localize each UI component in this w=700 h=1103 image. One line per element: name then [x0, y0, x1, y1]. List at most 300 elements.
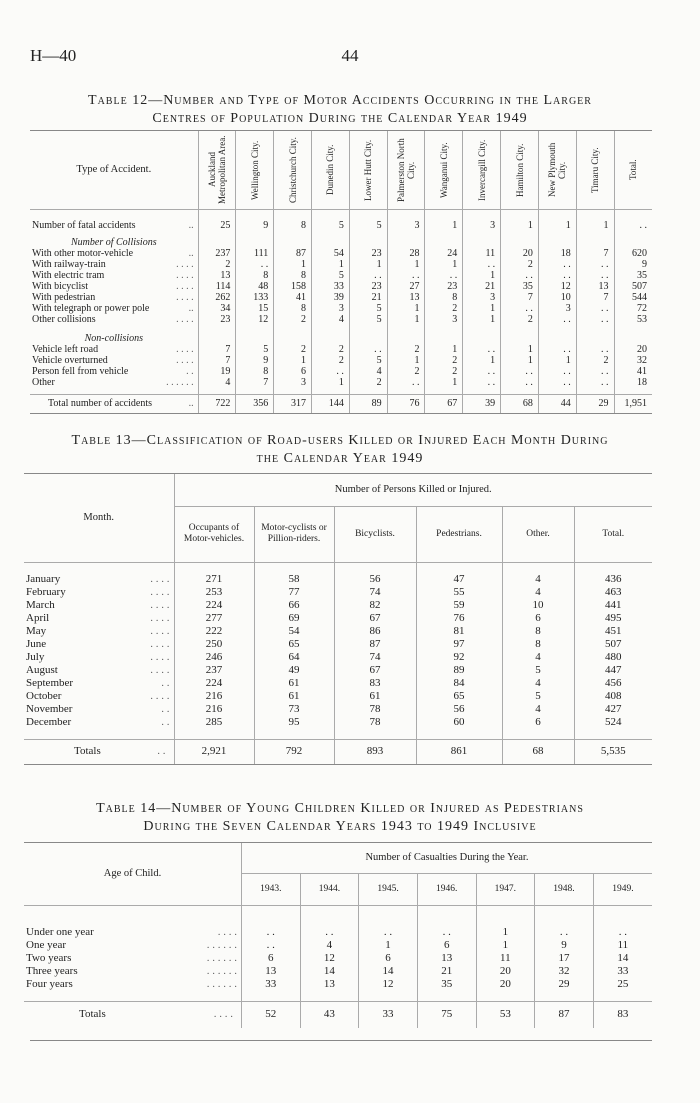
- leader-dots: . .: [161, 676, 170, 689]
- value-cell: 3: [463, 292, 501, 303]
- row-label: June: [26, 637, 47, 650]
- value-cell: . .: [501, 366, 539, 377]
- table13-month-row: [24, 638, 652, 651]
- page-number: 44: [341, 46, 359, 65]
- value-cell: 92: [416, 651, 502, 664]
- leader-dots: . . . .: [150, 598, 170, 611]
- leader-dots: . . . .: [176, 291, 194, 303]
- row-label: Number of fatal accidents: [32, 219, 136, 231]
- value-cell: 78: [334, 703, 416, 716]
- value-cell: 25: [198, 209, 236, 231]
- value-cell: 8: [274, 270, 312, 281]
- value-cell: 111: [236, 248, 274, 259]
- value-cell: 1: [425, 344, 463, 355]
- value-cell: 8: [502, 625, 574, 638]
- table14-body: [24, 905, 652, 1028]
- value-cell: . .: [538, 344, 576, 355]
- value-cell: . .: [576, 366, 614, 377]
- leader-dots: . . . .: [150, 572, 170, 585]
- spacer-cell: [174, 562, 254, 573]
- row-label-cell: [30, 209, 198, 231]
- value-cell: 33: [359, 1001, 418, 1028]
- spacer-cell: [312, 325, 350, 333]
- value-cell: . .: [349, 344, 387, 355]
- leader-dots: . . . . . .: [206, 964, 237, 977]
- section-heading: Number of Collisions: [71, 236, 157, 248]
- row-label: With other motor-vehicle: [32, 247, 134, 259]
- table12: [30, 131, 652, 414]
- value-cell: 76: [387, 394, 425, 413]
- value-cell: 5: [502, 664, 574, 677]
- value-cell: 12: [359, 978, 418, 991]
- leader-dots: ..: [188, 247, 194, 259]
- table12-collision-row: [30, 314, 652, 325]
- spacer-row: [24, 729, 652, 740]
- value-cell: 12: [300, 952, 359, 965]
- value-cell: 1: [463, 314, 501, 325]
- table12-collision-row: [30, 248, 652, 259]
- value-cell: 5: [349, 303, 387, 314]
- row-label: One year: [26, 938, 67, 951]
- value-cell: 463: [574, 586, 652, 599]
- table12-collision-row: [30, 292, 652, 303]
- value-cell: 41: [614, 366, 652, 377]
- spacer-cell: [502, 562, 574, 573]
- spacer-cell: [24, 905, 241, 926]
- value-cell: 13: [198, 270, 236, 281]
- value-cell: 23: [349, 281, 387, 292]
- value-cell: 55: [416, 586, 502, 599]
- table12-col-header: Wanganui City.: [438, 141, 449, 198]
- table12-fatal-row: [30, 209, 652, 231]
- table14-col-header: 1947.: [476, 873, 535, 905]
- empty-cell: [501, 237, 539, 248]
- empty-cell: [198, 333, 236, 344]
- leader-dots: . . . .: [150, 689, 170, 702]
- value-cell: 5: [312, 270, 350, 281]
- value-cell: 9: [535, 939, 594, 952]
- row-label: Total number of accidents: [48, 398, 152, 409]
- table12-col-header: New Plymouth City.: [547, 142, 568, 197]
- spacer-cell: [334, 729, 416, 740]
- value-cell: 20: [501, 248, 539, 259]
- value-cell: 77: [254, 586, 334, 599]
- row-label: Three years: [26, 964, 78, 977]
- value-cell: 86: [334, 625, 416, 638]
- value-cell: 237: [174, 664, 254, 677]
- table14-age-row: [24, 965, 652, 978]
- row-label: Totals: [74, 745, 101, 757]
- value-cell: 7: [198, 344, 236, 355]
- row-label: Vehicle left road: [32, 343, 99, 355]
- value-cell: 1: [387, 355, 425, 366]
- value-cell: . .: [236, 259, 274, 270]
- table12-col-header: Christchurch City.: [287, 136, 298, 203]
- table14-bottom-rule: [30, 1040, 652, 1041]
- empty-cell: [425, 237, 463, 248]
- value-cell: 32: [614, 355, 652, 366]
- spacer-cell: [30, 325, 198, 333]
- row-label: August: [26, 663, 58, 676]
- value-cell: 47: [416, 573, 502, 586]
- value-cell: . .: [359, 926, 418, 939]
- empty-cell: [576, 237, 614, 248]
- leader-dots: . .: [161, 702, 170, 715]
- value-cell: . .: [425, 270, 463, 281]
- row-label: With pedestrian: [32, 291, 96, 303]
- value-cell: 1: [476, 926, 535, 939]
- table12-body: [30, 209, 652, 413]
- spacer-cell: [387, 325, 425, 333]
- value-cell: 2: [425, 355, 463, 366]
- table12-col-header: Timaru City.: [590, 146, 601, 193]
- row-label-cell: [24, 612, 174, 625]
- value-cell: . .: [463, 259, 501, 270]
- value-cell: 114: [198, 281, 236, 292]
- value-cell: 224: [174, 677, 254, 690]
- table13: [24, 474, 652, 765]
- table12-collision-row: [30, 259, 652, 270]
- value-cell: 9: [236, 355, 274, 366]
- spacer-cell: [538, 325, 576, 333]
- table13-title-line2: the Calendar Year 1949: [256, 451, 424, 466]
- table13-month-row: [24, 625, 652, 638]
- leader-dots: . . . .: [150, 624, 170, 637]
- value-cell: 271: [174, 573, 254, 586]
- value-cell: 2: [274, 344, 312, 355]
- value-cell: 67: [334, 612, 416, 625]
- row-label-cell: [24, 978, 241, 991]
- value-cell: 262: [198, 292, 236, 303]
- value-cell: 222: [174, 625, 254, 638]
- table12-col-header: Auckland Metropolitan Area.: [207, 135, 228, 204]
- value-cell: 722: [198, 394, 236, 413]
- row-label-cell: [30, 303, 198, 314]
- value-cell: 2: [198, 259, 236, 270]
- value-cell: 33: [312, 281, 350, 292]
- value-cell: 68: [502, 739, 574, 764]
- value-cell: 2: [312, 344, 350, 355]
- leader-dots: . . . .: [150, 663, 170, 676]
- row-label: Two years: [26, 951, 72, 964]
- value-cell: . .: [576, 270, 614, 281]
- table13-month-row: [24, 612, 652, 625]
- table14-col-header: 1944.: [300, 873, 359, 905]
- value-cell: 1: [425, 209, 463, 231]
- table12-col-header: Total.: [628, 159, 639, 181]
- table13-col-header: Bicyclists.: [334, 506, 416, 562]
- value-cell: 3: [538, 303, 576, 314]
- spacer-cell: [574, 729, 652, 740]
- table14-col-header: 1945.: [359, 873, 418, 905]
- spacer-cell: [274, 325, 312, 333]
- leader-dots: ..: [188, 302, 194, 314]
- value-cell: 1: [538, 209, 576, 231]
- value-cell: 23: [349, 248, 387, 259]
- row-label-cell: [30, 314, 198, 325]
- value-cell: 7: [576, 292, 614, 303]
- leader-dots: . . . .: [213, 1008, 233, 1020]
- leader-dots: . . . . . .: [166, 376, 194, 388]
- value-cell: 6: [502, 612, 574, 625]
- spacer-row: [24, 562, 652, 573]
- value-cell: . .: [576, 314, 614, 325]
- value-cell: 27: [387, 281, 425, 292]
- value-cell: 216: [174, 690, 254, 703]
- table12-col-header: Lower Hutt City.: [363, 139, 374, 201]
- row-label: With bicyclist: [32, 280, 88, 292]
- value-cell: 4: [502, 703, 574, 716]
- value-cell: 6: [241, 952, 300, 965]
- value-cell: 11: [476, 952, 535, 965]
- value-cell: 2: [501, 314, 539, 325]
- spacer-cell: [417, 991, 476, 1002]
- value-cell: . .: [538, 377, 576, 388]
- row-label: Four years: [26, 977, 73, 990]
- empty-cell: [538, 333, 576, 344]
- table13-body: [24, 562, 652, 764]
- value-cell: 69: [254, 612, 334, 625]
- table13-totals-row: [24, 739, 652, 764]
- value-cell: . .: [576, 377, 614, 388]
- value-cell: 3: [274, 377, 312, 388]
- leader-dots: . . . .: [176, 269, 194, 281]
- value-cell: 5: [349, 355, 387, 366]
- value-cell: . .: [501, 303, 539, 314]
- value-cell: 48: [236, 281, 274, 292]
- table14-age-row: [24, 978, 652, 991]
- value-cell: 5: [502, 690, 574, 703]
- value-cell: . .: [241, 939, 300, 952]
- empty-cell: [274, 237, 312, 248]
- value-cell: . .: [538, 314, 576, 325]
- value-cell: 87: [274, 248, 312, 259]
- table13-month-row: [24, 586, 652, 599]
- value-cell: 2: [576, 355, 614, 366]
- value-cell: 67: [334, 664, 416, 677]
- value-cell: 507: [574, 638, 652, 651]
- empty-cell: [614, 237, 652, 248]
- value-cell: 5: [349, 314, 387, 325]
- value-cell: . .: [576, 259, 614, 270]
- value-cell: 83: [334, 677, 416, 690]
- value-cell: . .: [535, 926, 594, 939]
- spacer-cell: [24, 562, 174, 573]
- value-cell: 15: [236, 303, 274, 314]
- value-cell: 35: [501, 281, 539, 292]
- leader-dots: . .: [186, 365, 194, 377]
- value-cell: . .: [501, 377, 539, 388]
- leader-dots: . . . .: [150, 637, 170, 650]
- value-cell: 66: [254, 599, 334, 612]
- value-cell: 1: [312, 377, 350, 388]
- value-cell: 39: [463, 394, 501, 413]
- value-cell: 24: [425, 248, 463, 259]
- value-cell: 65: [416, 690, 502, 703]
- table12-first-col-header: Type of Accident.: [76, 164, 152, 176]
- row-label-cell: [24, 638, 174, 651]
- value-cell: 144: [312, 394, 350, 413]
- row-label-cell: [24, 599, 174, 612]
- row-label-cell: [30, 344, 198, 355]
- table14-col-header: 1943.: [241, 873, 300, 905]
- value-cell: 4: [198, 377, 236, 388]
- row-label: Vehicle overturned: [32, 354, 108, 366]
- row-label-cell: [24, 677, 174, 690]
- value-cell: 13: [417, 952, 476, 965]
- value-cell: 3: [387, 209, 425, 231]
- table13-month-row: [24, 690, 652, 703]
- table14-first-col-header: Age of Child.: [103, 868, 162, 880]
- spacer-cell: [254, 729, 334, 740]
- value-cell: 54: [312, 248, 350, 259]
- table13-col-header: Other.: [502, 506, 574, 562]
- empty-cell: [387, 237, 425, 248]
- spacer-cell: [614, 325, 652, 333]
- table14-age-row: [24, 952, 652, 965]
- value-cell: 11: [463, 248, 501, 259]
- value-cell: 20: [476, 965, 535, 978]
- value-cell: 54: [254, 625, 334, 638]
- value-cell: 23: [425, 281, 463, 292]
- table14: [24, 843, 652, 1028]
- value-cell: 81: [416, 625, 502, 638]
- value-cell: 18: [538, 248, 576, 259]
- leader-dots: . . . .: [176, 313, 194, 325]
- value-cell: 237: [198, 248, 236, 259]
- spacer-cell: [174, 729, 254, 740]
- row-label-cell: [24, 952, 241, 965]
- table14-age-row: [24, 939, 652, 952]
- value-cell: 1: [312, 259, 350, 270]
- table13-col-header: Total.: [574, 506, 652, 562]
- value-cell: 89: [349, 394, 387, 413]
- value-cell: 39: [312, 292, 350, 303]
- value-cell: 6: [417, 939, 476, 952]
- value-cell: 14: [300, 965, 359, 978]
- value-cell: 9: [236, 209, 274, 231]
- leader-dots: . .: [157, 745, 166, 757]
- row-label-cell: [24, 739, 174, 764]
- value-cell: 224: [174, 599, 254, 612]
- value-cell: 29: [576, 394, 614, 413]
- spacer-cell: [535, 991, 594, 1002]
- table13-month-row: [24, 703, 652, 716]
- leader-dots: . . . .: [176, 280, 194, 292]
- value-cell: 3: [312, 303, 350, 314]
- value-cell: . .: [501, 270, 539, 281]
- empty-cell: [236, 333, 274, 344]
- value-cell: 5: [312, 209, 350, 231]
- empty-cell: [236, 237, 274, 248]
- value-cell: 6: [502, 716, 574, 729]
- value-cell: 18: [614, 377, 652, 388]
- value-cell: 4: [502, 573, 574, 586]
- table12-collision-row: [30, 303, 652, 314]
- value-cell: 7: [236, 377, 274, 388]
- value-cell: 1: [501, 344, 539, 355]
- value-cell: 544: [614, 292, 652, 303]
- value-cell: 5: [236, 344, 274, 355]
- value-cell: 52: [241, 1001, 300, 1028]
- row-label-cell: [30, 377, 198, 388]
- spacer-cell: [476, 991, 535, 1002]
- value-cell: 456: [574, 677, 652, 690]
- value-cell: 7: [501, 292, 539, 303]
- spacer-cell: [349, 325, 387, 333]
- empty-cell: [312, 237, 350, 248]
- value-cell: 2: [387, 344, 425, 355]
- value-cell: 1: [425, 377, 463, 388]
- section-heading: Non-collisions: [84, 332, 143, 344]
- leader-dots: . . . .: [176, 354, 194, 366]
- row-label: January: [26, 572, 61, 585]
- value-cell: 1: [576, 209, 614, 231]
- empty-cell: [349, 237, 387, 248]
- table12-noncollision-row: [30, 355, 652, 366]
- value-cell: . .: [463, 377, 501, 388]
- table12-noncollision-row: [30, 377, 652, 388]
- value-cell: 1: [274, 259, 312, 270]
- value-cell: 89: [416, 664, 502, 677]
- empty-cell: [312, 333, 350, 344]
- value-cell: 56: [416, 703, 502, 716]
- value-cell: 408: [574, 690, 652, 703]
- spacer-cell: [535, 905, 594, 926]
- value-cell: 72: [614, 303, 652, 314]
- value-cell: 53: [614, 314, 652, 325]
- value-cell: 2: [274, 314, 312, 325]
- row-label-cell: [24, 1001, 241, 1028]
- row-label: Under one year: [26, 925, 94, 938]
- spacer-cell: [24, 991, 241, 1002]
- spacer-cell: [241, 905, 300, 926]
- value-cell: . .: [300, 926, 359, 939]
- value-cell: 8: [274, 209, 312, 231]
- value-cell: 53: [476, 1001, 535, 1028]
- table13-month-row: [24, 599, 652, 612]
- value-cell: 8: [425, 292, 463, 303]
- row-label-cell: [30, 259, 198, 270]
- value-cell: 43: [300, 1001, 359, 1028]
- leader-dots: . . . .: [176, 343, 194, 355]
- spacer-cell: [417, 905, 476, 926]
- value-cell: 73: [254, 703, 334, 716]
- table13-month-row: [24, 716, 652, 729]
- row-label: Other: [32, 376, 55, 388]
- empty-cell: [576, 333, 614, 344]
- spacer-row: [24, 905, 652, 926]
- empty-cell: [274, 333, 312, 344]
- value-cell: 10: [538, 292, 576, 303]
- value-cell: 61: [254, 677, 334, 690]
- value-cell: 60: [416, 716, 502, 729]
- value-cell: . .: [538, 259, 576, 270]
- table14-col-header: 1948.: [535, 873, 594, 905]
- value-cell: 1: [463, 355, 501, 366]
- value-cell: 19: [198, 366, 236, 377]
- row-label: Person fell from vehicle: [32, 365, 129, 377]
- row-label: October: [26, 689, 62, 702]
- table12-noncollisions-heading: [30, 333, 652, 344]
- value-cell: 8: [236, 366, 274, 377]
- row-label: September: [26, 676, 74, 689]
- empty-cell: [425, 333, 463, 344]
- table13-month-row: [24, 677, 652, 690]
- value-cell: 5: [349, 209, 387, 231]
- table12-collisions-heading: [30, 237, 652, 248]
- value-cell: 246: [174, 651, 254, 664]
